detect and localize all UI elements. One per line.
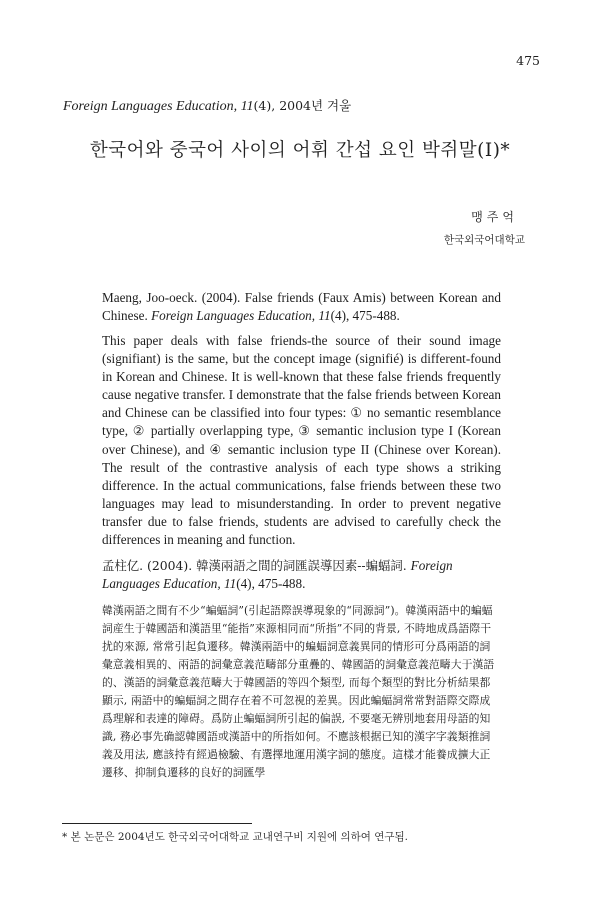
citation-chinese-journal: Foreign Languages Education, 11 (102, 558, 453, 591)
footnote: * 본 논문은 2004년도 한국외국어대학교 교내연구비 지원에 의하여 연구됨. (62, 831, 409, 843)
citation-journal: Foreign Languages Education, 11 (151, 308, 331, 323)
footnote-divider (62, 823, 252, 824)
abstract-english: This paper deals with false friends-the source of their sound image (signifiant) is the same, but the concept image (signifié) is different-found in Korean and Chinese. It is well-known that these false friends frequently cause negative transfer. I demonstrate that the false friends between Korean and Chinese can be classified into four types: ① no semantic resemblance type, ② partially overlapping type, ③ semantic inclusion type I (Korean over Chinese), and ④ semantic inclusion type II (Chinese over Korean). The result of the contrastive analysis of each type shows a striking difference. In the actual communications, false friends between these two languages may lead to misunderstanding. In order to prevent negative transfer due to false friends, students are advised to carefully check the differences in meaning and function. (102, 333, 501, 548)
page-number: 475 (516, 53, 540, 68)
citation-chinese-tail: (4), 475-488. (236, 576, 306, 591)
paper-title: 한국어와 중국어 사이의 어휘 간섭 요인 박쥐말(I)* (89, 140, 511, 161)
journal-issue: (4), 2004년 겨울 (253, 98, 352, 113)
citation-authors: Maeng, Joo-oeck. (2004). False friends (Faux Amis) between Korean and Chinese. (102, 290, 501, 323)
author-name: 맹주억 (471, 210, 518, 224)
citation-chinese (102, 557, 501, 593)
author-affiliation: 한국외국어대학교 (443, 234, 525, 246)
citation-chinese-head: 孟柱亿. (2004). 韓漢兩語之間的詞匯誤導因素--蝙蝠詞. (102, 558, 407, 573)
journal-name: Foreign Languages Education, 11 (63, 99, 254, 114)
citation-english (102, 289, 501, 325)
abstract-chinese: 韓漢兩語之間有不少“蝙蝠詞”(引起語際誤導現象的“同源詞”)。韓漢兩語中的蝙蝠詞産生于韓國語和漢語里“能指”來源相同而“所指”不同的背景, 不時地成爲語際干扰的來源, 常常引起負遷移。韓漢兩語中的蝙蝠詞意義異同的情形可分爲兩語的詞彙意義相異的、兩語的詞彙意義范疇部分重疊的、韓國語的詞彙意義范疇大于漢語的、漢語的詞彙意義范疇大于韓國語的等四个類型, 而每个類型的對比分析結果都顯示, 兩語中的蝙蝠詞之間存在着不可忽視的差異。因此蝙蝠詞常常對語際交際成爲理解和表達的障碍。爲防止蝙蝠詞所引起的偏誤, 不要毫无辨別地套用母語的知識, 務必事先确認韓國語或漢語中的所指如何。不應該根据已知的漢字字義類推詞義及用法, 應該持有經過檢驗、有選擇地運用漢字詞的態度。這樣才能養成擴大正遷移、抑制負遷移的良好的詞匯學 (102, 604, 495, 779)
citation-tail: (4), 475-488. (330, 308, 400, 323)
journal-header (63, 96, 351, 115)
